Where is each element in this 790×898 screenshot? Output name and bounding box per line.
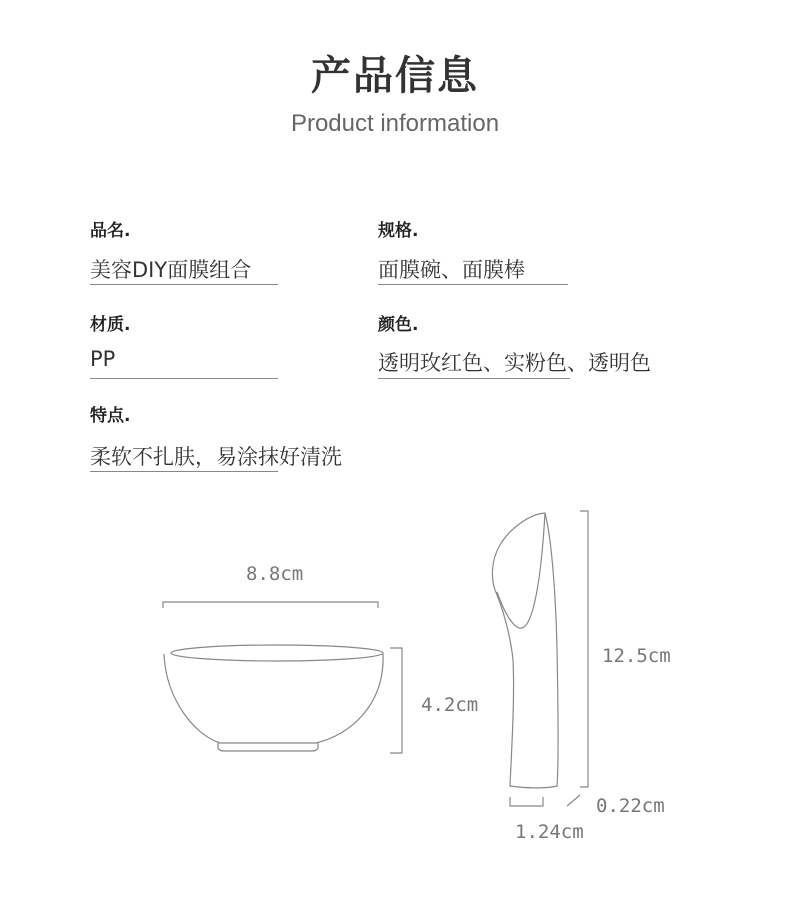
stick-blade-edge xyxy=(497,513,545,628)
material-label: 材质. xyxy=(90,315,131,335)
spec-label: 规格. xyxy=(378,221,419,241)
bowl-width-label: 8.8cm xyxy=(246,563,304,585)
color-value: 透明玫红色、实粉色、透明色 xyxy=(378,351,651,375)
bowl-rim xyxy=(171,645,383,661)
spec-value: 面膜碗、面膜棒 xyxy=(378,258,525,282)
bowl-height-bracket xyxy=(390,648,402,753)
page-title: 产品信息 xyxy=(311,53,479,99)
name-label: 品名. xyxy=(90,221,131,241)
feature-value: 柔软不扎肤，易涂抹好清洗 xyxy=(90,445,342,469)
stick-width-label: 1.24cm xyxy=(515,821,584,843)
stick-length-label: 12.5cm xyxy=(602,645,671,667)
feature-label: 特点. xyxy=(90,406,131,426)
bowl-width-bracket xyxy=(163,602,378,608)
page-subtitle: Product information xyxy=(290,110,500,137)
color-label: 颜色. xyxy=(378,315,419,335)
stick-width-bracket xyxy=(510,797,543,806)
stick-length-bracket xyxy=(580,511,588,787)
material-value: PP xyxy=(90,347,116,371)
bowl-body xyxy=(164,654,383,743)
name-value: 美容DIY面膜组合 xyxy=(90,258,252,282)
bowl-height-label: 4.2cm xyxy=(421,694,479,716)
stick-outline xyxy=(492,513,558,788)
stick-thickness-label: 0.22cm xyxy=(596,795,665,817)
stick-thickness-line xyxy=(567,795,580,806)
